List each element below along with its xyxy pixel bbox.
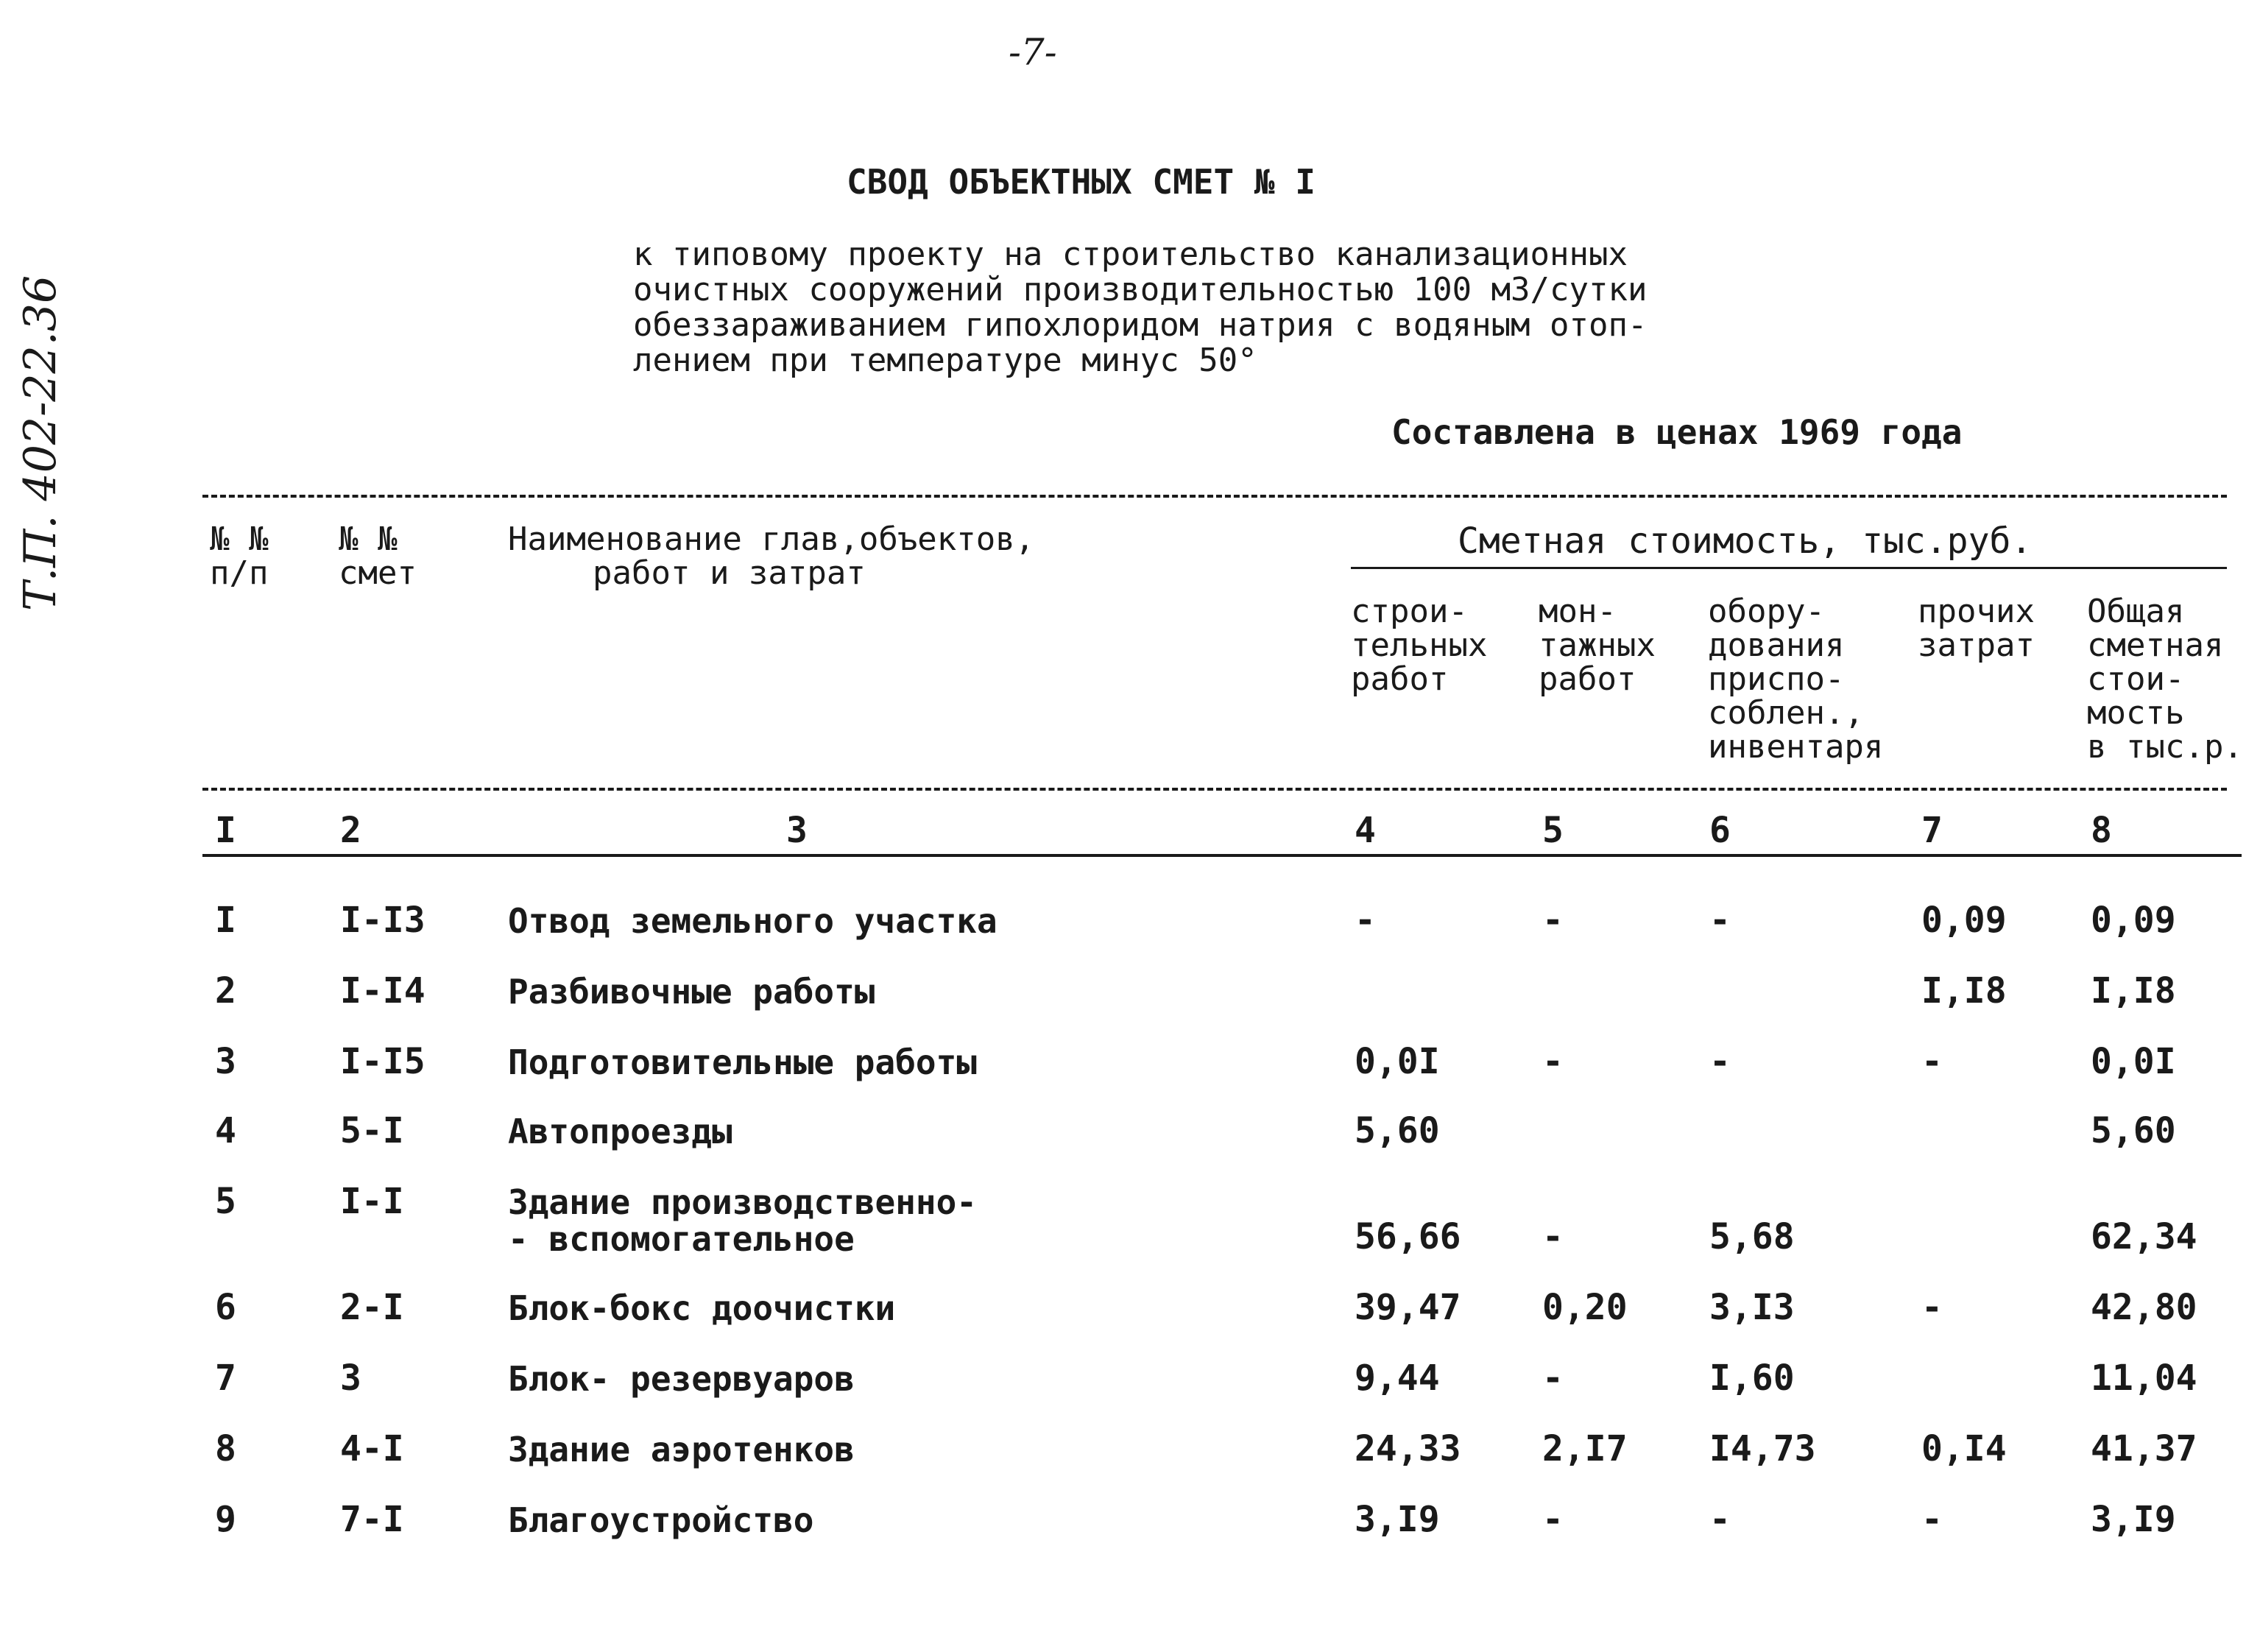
table-row-equipment: 5,68 <box>1709 1216 1795 1257</box>
table-row-other: - <box>1921 1499 1943 1540</box>
header-estimate-number <box>339 520 417 592</box>
table-row-number: 5 <box>215 1181 236 1222</box>
table-row-total: 41,37 <box>2091 1428 2197 1469</box>
table-row-total: I,I8 <box>2091 970 2176 1012</box>
header-text: п/п <box>210 554 269 592</box>
header-name <box>508 520 1035 592</box>
table-row-installation: - <box>1542 1041 1564 1082</box>
table-row-number: 9 <box>215 1499 236 1540</box>
column-number: 6 <box>1709 810 1731 851</box>
header-equipment <box>1708 595 1883 764</box>
subtitle-line: обеззараживанием гипохлоридом натрия с водяным отоп- <box>633 306 1648 344</box>
table-row-total: 0,09 <box>2091 900 2176 941</box>
header-bottom-rule <box>202 788 2227 791</box>
table-row-equipment: 3,I3 <box>1709 1287 1795 1328</box>
table-row-estimate: I-I4 <box>340 970 425 1012</box>
table-row-name: Подготовительные работы <box>508 1042 977 1082</box>
table-row-construction: 39,47 <box>1355 1287 1461 1328</box>
table-row-number: 2 <box>215 970 236 1012</box>
header-text: Общая <box>2087 593 2185 630</box>
table-row-installation: - <box>1542 900 1564 941</box>
header-construction-works <box>1351 595 1487 696</box>
column-number: 5 <box>1542 810 1564 851</box>
column-numbers-rule <box>202 854 2242 857</box>
margin-document-code: Т.П. 402-22.36 <box>15 275 66 611</box>
table-row-number: 4 <box>215 1110 236 1151</box>
table-row-construction: - <box>1355 900 1376 941</box>
table-row-other: 0,I4 <box>1921 1428 2007 1469</box>
header-cost-group: Сметная стоимость, тыс.руб. <box>1458 520 2033 562</box>
header-text: в тыс.р. <box>2087 728 2243 766</box>
table-row-name: Отвод земельного участка <box>508 901 997 941</box>
header-text: прочих <box>1918 593 2035 630</box>
table-row-other: - <box>1921 1041 1943 1082</box>
table-row-total: 62,34 <box>2091 1216 2197 1257</box>
column-number: 8 <box>2091 810 2112 851</box>
column-number: 7 <box>1921 810 1943 851</box>
header-text: тажных <box>1539 626 1656 664</box>
table-row-estimate: 5-I <box>340 1110 404 1151</box>
header-text: Наименование глав,объектов, <box>508 520 1035 558</box>
header-text: мость <box>2087 694 2185 732</box>
header-text: сметная <box>2087 626 2224 664</box>
header-other-costs <box>1918 595 2035 663</box>
table-row-equipment: I,60 <box>1709 1358 1795 1399</box>
table-row-installation: - <box>1542 1499 1564 1540</box>
header-total-cost <box>2087 595 2243 764</box>
header-text: смет <box>339 554 417 592</box>
table-row-estimate: I-I5 <box>340 1041 425 1082</box>
table-row-estimate: I-I <box>340 1181 404 1222</box>
table-row-installation: - <box>1542 1216 1564 1257</box>
prices-note: Составлена в ценах 1969 года <box>1391 412 1963 452</box>
column-number: 3 <box>786 810 808 851</box>
subtitle-line: лением при температуре минус 50° <box>633 342 1257 379</box>
table-row-name: Здание аэротенков <box>508 1430 855 1469</box>
table-row-total: 3,I9 <box>2091 1499 2176 1540</box>
subtitle-line: очистных сооружений производительностью 100 м3/сутки <box>633 271 1648 308</box>
table-row-estimate: 3 <box>340 1358 361 1399</box>
table-row-construction: 56,66 <box>1355 1216 1461 1257</box>
table-row-estimate: 2-I <box>340 1287 404 1328</box>
table-row-name: Благоустройство <box>508 1500 814 1540</box>
header-text: соблен., <box>1708 694 1864 732</box>
header-text: инвентаря <box>1708 728 1884 766</box>
table-row-construction: 24,33 <box>1355 1428 1461 1469</box>
document-subtitle <box>633 237 1648 378</box>
header-text: мон- <box>1539 593 1617 630</box>
column-number: 4 <box>1355 810 1376 851</box>
table-row-construction: 0,0I <box>1355 1041 1440 1082</box>
header-text: работ <box>1351 660 1449 698</box>
table-row-name: Автопроезды <box>508 1112 732 1151</box>
table-top-rule <box>202 495 2227 498</box>
table-row-name <box>508 1184 977 1257</box>
column-number: I <box>215 810 236 851</box>
table-row-number: 6 <box>215 1287 236 1328</box>
table-row-equipment: - <box>1709 900 1731 941</box>
header-text: затрат <box>1918 626 2035 664</box>
table-row-installation: 2,I7 <box>1542 1428 1628 1469</box>
table-row-name: Разбивочные работы <box>508 972 875 1012</box>
subtitle-line: к типовому проекту на строительство канализационных <box>633 236 1628 273</box>
header-text: № № <box>210 520 269 558</box>
table-row-equipment: I4,73 <box>1709 1428 1816 1469</box>
table-row-name-line: Здание производственно- <box>508 1182 977 1222</box>
table-row-total: 5,60 <box>2091 1110 2176 1151</box>
table-row-installation: - <box>1542 1358 1564 1399</box>
table-row-number: 7 <box>215 1358 236 1399</box>
header-row-number <box>210 520 269 592</box>
table-row-other: 0,09 <box>1921 900 2007 941</box>
header-text: строи- <box>1351 593 1468 630</box>
header-text: приспо- <box>1708 660 1845 698</box>
table-row-number: 8 <box>215 1428 236 1469</box>
table-row-estimate: 7-I <box>340 1499 404 1540</box>
table-row-estimate: I-I3 <box>340 900 425 941</box>
header-text: работ и затрат <box>593 554 866 592</box>
table-row-equipment: - <box>1709 1041 1731 1082</box>
header-text: № № <box>339 520 398 558</box>
header-text: работ <box>1539 660 1636 698</box>
table-row-number: 3 <box>215 1041 236 1082</box>
table-row-equipment: - <box>1709 1499 1731 1540</box>
table-row-other: - <box>1921 1287 1943 1328</box>
header-text: стои- <box>2087 660 2185 698</box>
table-row-estimate: 4-I <box>340 1428 404 1469</box>
header-text: тельных <box>1351 626 1488 664</box>
header-text: обору- <box>1708 593 1825 630</box>
document-title: СВОД ОБЪЕКТНЫХ СМЕТ № I <box>847 162 1316 202</box>
header-text: дования <box>1708 626 1845 664</box>
table-row-installation: 0,20 <box>1542 1287 1628 1328</box>
table-row-total: 11,04 <box>2091 1358 2197 1399</box>
table-row-name: Блок- резервуаров <box>508 1359 855 1399</box>
table-row-total: 0,0I <box>2091 1041 2176 1082</box>
table-row-other: I,I8 <box>1921 970 2007 1012</box>
header-installation-works <box>1539 595 1656 696</box>
table-row-construction: 9,44 <box>1355 1358 1440 1399</box>
table-row-construction: 3,I9 <box>1355 1499 1440 1540</box>
table-row-total: 42,80 <box>2091 1287 2197 1328</box>
column-number: 2 <box>340 810 361 851</box>
table-row-name: Блок-бокс доочистки <box>508 1288 896 1328</box>
page-number: -7- <box>1009 31 1057 74</box>
cost-group-rule <box>1351 567 2227 569</box>
table-row-name-line: - вспомогательное <box>508 1219 855 1259</box>
table-row-number: I <box>215 900 236 941</box>
table-row-construction: 5,60 <box>1355 1110 1440 1151</box>
